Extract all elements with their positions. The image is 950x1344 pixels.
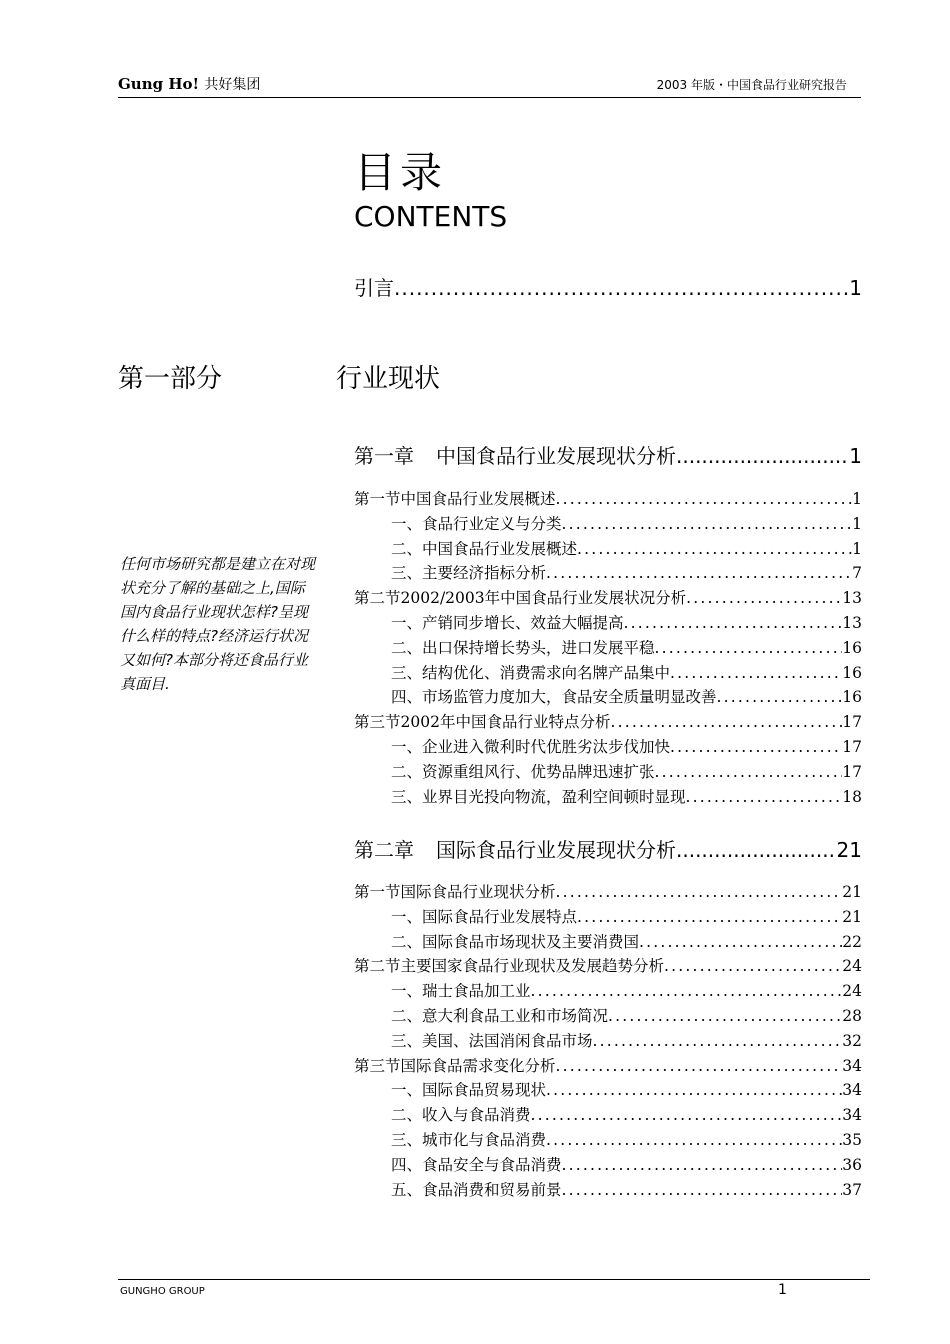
entry-page-number: 16: [842, 688, 862, 707]
dot-leader: [639, 933, 842, 951]
entry-page-number: 24: [842, 982, 862, 1001]
entry-title: 五、食品消费和贸易前景: [391, 1180, 562, 1199]
entry-title: 三、结构优化、消费需求向名牌产品集中: [391, 663, 671, 682]
toc-item-entry[interactable]: [354, 611, 862, 636]
toc-item-entry[interactable]: [354, 1029, 862, 1054]
chapter-2-entry[interactable]: [354, 834, 862, 863]
entry-page-number: 22: [842, 932, 862, 951]
toc-section-entry[interactable]: [354, 487, 862, 512]
dot-leader: [546, 1131, 842, 1149]
toc-item-entry[interactable]: [354, 685, 862, 710]
entry-page-number: 17: [842, 762, 862, 781]
entry-title: 二、意大利食品工业和市场简况: [391, 1006, 609, 1025]
entry-page-number: 17: [842, 737, 862, 756]
entry-title: 三、业界目光投向物流，盈利空间顿时显现: [391, 787, 686, 806]
dot-leader: [676, 444, 849, 468]
entry-page-number: 32: [842, 1031, 862, 1050]
toc-section-entry[interactable]: [354, 1054, 862, 1079]
entry-title: 二、资源重组风行、优势品牌迅速扩张: [391, 762, 655, 781]
entry-page-number: 34: [842, 1056, 862, 1075]
page-header: [118, 70, 861, 98]
toc-title: 目录: [354, 148, 447, 197]
dot-leader: [664, 957, 842, 975]
toc-section-entry[interactable]: [354, 586, 862, 611]
toc-item-entry[interactable]: [354, 1078, 862, 1103]
dot-leader: [610, 713, 842, 731]
entry-title: 2002/2003年中国食品行业发展状况分析: [400, 589, 687, 608]
entry-title: 一、国际食品贸易现状: [391, 1081, 547, 1100]
dot-leader: [655, 639, 843, 657]
dot-leader: [593, 1032, 843, 1050]
toc-item-entry[interactable]: [354, 561, 862, 586]
entry-page-number: 16: [842, 663, 862, 682]
dot-leader: [531, 982, 843, 1000]
entry-page-number: 28: [842, 1006, 862, 1025]
brand-english: Gung Ho!: [118, 75, 200, 93]
entry-title: 一、产销同步增长、效益大幅提高: [391, 613, 624, 632]
entry-title: 国际食品需求变化分析: [400, 1056, 556, 1075]
entry-title: 四、市场监管力度加大，食品安全质量明显改善: [391, 688, 717, 707]
dot-leader: [686, 589, 842, 607]
entry-title: 四、食品安全与食品消费: [391, 1155, 562, 1174]
entry-page-number: 16: [842, 638, 862, 657]
entry-page-number: 13: [842, 589, 862, 608]
dot-leader: [670, 738, 842, 756]
toc-item-entry[interactable]: [354, 735, 862, 760]
chapter-1-entry[interactable]: [354, 440, 862, 469]
toc-item-entry[interactable]: [354, 979, 862, 1004]
entry-title: 主要国家食品行业现状及发展趋势分析: [400, 957, 665, 976]
chapter-2-label: [354, 834, 676, 863]
dot-leader: [562, 1181, 843, 1199]
entry-title: 二、收入与食品消费: [391, 1106, 531, 1125]
toc-item-entry[interactable]: [354, 1178, 862, 1203]
footer-divider: [118, 1279, 870, 1280]
toc-item-entry[interactable]: [354, 905, 862, 930]
entry-title: 2002年中国食品行业特点分析: [400, 713, 611, 732]
part-name: 行业现状: [336, 364, 441, 394]
dot-leader: [676, 838, 837, 862]
chapter-2-toc-list: [354, 880, 862, 1202]
entry-page-number: 21: [842, 883, 862, 901]
chapter-2-number: 第二章: [354, 838, 414, 862]
dot-leader: [394, 276, 849, 300]
entry-page-number: 35: [842, 1130, 862, 1149]
dot-leader: [608, 1007, 842, 1025]
entry-page-number: 1: [852, 490, 862, 508]
section-number: 第二节: [354, 957, 401, 976]
toc-item-entry[interactable]: [354, 1004, 862, 1029]
entry-page-number: 24: [842, 957, 862, 976]
dot-leader: [562, 1156, 843, 1174]
dot-leader: [556, 1057, 843, 1075]
entry-title: 二、出口保持增长势头，进口发展平稳: [391, 638, 655, 657]
toc-subtitle: CONTENTS: [354, 200, 508, 233]
dot-leader: [670, 664, 842, 682]
dot-leader: [546, 564, 852, 582]
entry-title: 二、国际食品市场现状及主要消费国: [391, 932, 640, 951]
footer-page-number: 1: [778, 1282, 787, 1298]
entry-page-number: 1: [852, 539, 862, 558]
dot-leader: [546, 1081, 842, 1099]
entry-title: 三、城市化与食品消费: [391, 1130, 547, 1149]
dot-leader: [655, 763, 843, 781]
toc-item-entry[interactable]: [354, 760, 862, 785]
section-number: 第三节: [354, 713, 401, 732]
entry-title: 一、瑞士食品加工业: [391, 982, 531, 1001]
chapter-1-page-number: 1: [849, 444, 862, 468]
section-number: 第二节: [354, 589, 401, 608]
part-summary-note: 任何市场研究都是建立在对现状充分了解的基础之上,国际国内食品行业现状怎样?呈现什么样的特点?经济运行状况又如何?本部分将还食品行业真面目.: [120, 555, 316, 693]
toc-item-entry[interactable]: [354, 1103, 862, 1128]
intro-page-number: 1: [849, 276, 862, 300]
dot-leader: [577, 540, 852, 558]
entry-page-number: 34: [842, 1106, 862, 1125]
header-brand: [118, 74, 260, 94]
toc-item-entry[interactable]: [354, 930, 862, 955]
toc-item-entry[interactable]: [354, 785, 862, 810]
dot-leader: [686, 788, 843, 806]
toc-intro-entry[interactable]: [354, 272, 862, 301]
toc-item-entry[interactable]: [354, 512, 862, 537]
entry-title: 一、企业进入微利时代优胜劣汰步伐加快: [391, 737, 671, 756]
entry-title: 中国食品行业发展概述: [400, 490, 556, 508]
entry-title: 三、主要经济指标分析: [391, 564, 547, 583]
entry-page-number: 17: [842, 713, 862, 732]
entry-title: 三、美国、法国消闲食品市场: [391, 1031, 593, 1050]
toc-section-entry[interactable]: [354, 954, 862, 979]
report-title: 2003 年版・中国食品行业研究报告: [656, 78, 847, 92]
entry-page-number: 18: [842, 787, 862, 806]
dot-leader: [531, 1106, 843, 1124]
toc-item-entry[interactable]: [354, 661, 862, 686]
dot-leader: [577, 908, 842, 926]
entry-page-number: 34: [842, 1081, 862, 1100]
entry-page-number: 21: [842, 907, 862, 926]
entry-title: 国际食品行业现状分析: [400, 883, 556, 901]
chapter-2-page-number: 21: [836, 838, 862, 862]
toc-item-entry[interactable]: [354, 537, 862, 562]
chapter-1-title: 中国食品行业发展现状分析: [436, 444, 676, 468]
brand-chinese: 共好集团: [204, 77, 261, 93]
footer-company: GUNGHO GROUP: [120, 1286, 205, 1297]
toc-item-entry[interactable]: [354, 636, 862, 661]
entry-page-number: 7: [852, 564, 862, 583]
toc-item-entry[interactable]: [354, 1128, 862, 1153]
dot-leader: [556, 883, 843, 901]
entry-title: 二、中国食品行业发展概述: [391, 539, 578, 558]
toc-section-entry[interactable]: [354, 880, 862, 905]
part-label: 第一部分: [118, 364, 223, 394]
chapter-1-label: [354, 440, 676, 469]
toc-section-entry[interactable]: [354, 710, 862, 735]
section-number: 第三节: [354, 1056, 401, 1075]
section-number: 第一节: [354, 883, 401, 901]
entry-page-number: 13: [842, 613, 862, 632]
section-number: 第一节: [354, 490, 401, 508]
entry-page-number: 1: [852, 514, 862, 533]
dot-leader: [624, 614, 843, 632]
toc-item-entry[interactable]: [354, 1153, 862, 1178]
intro-label: 引言: [354, 276, 394, 300]
chapter-2-title: 国际食品行业发展现状分析: [436, 838, 676, 862]
entry-title: 一、国际食品行业发展特点: [391, 907, 578, 926]
entry-page-number: 36: [842, 1155, 862, 1174]
dot-leader: [556, 490, 853, 508]
chapter-1-number: 第一章: [354, 444, 414, 468]
entry-page-number: 37: [842, 1180, 862, 1199]
dot-leader: [562, 515, 853, 533]
dot-leader: [717, 688, 843, 706]
chapter-1-toc-list: [354, 487, 862, 809]
entry-title: 一、食品行业定义与分类: [391, 514, 562, 533]
